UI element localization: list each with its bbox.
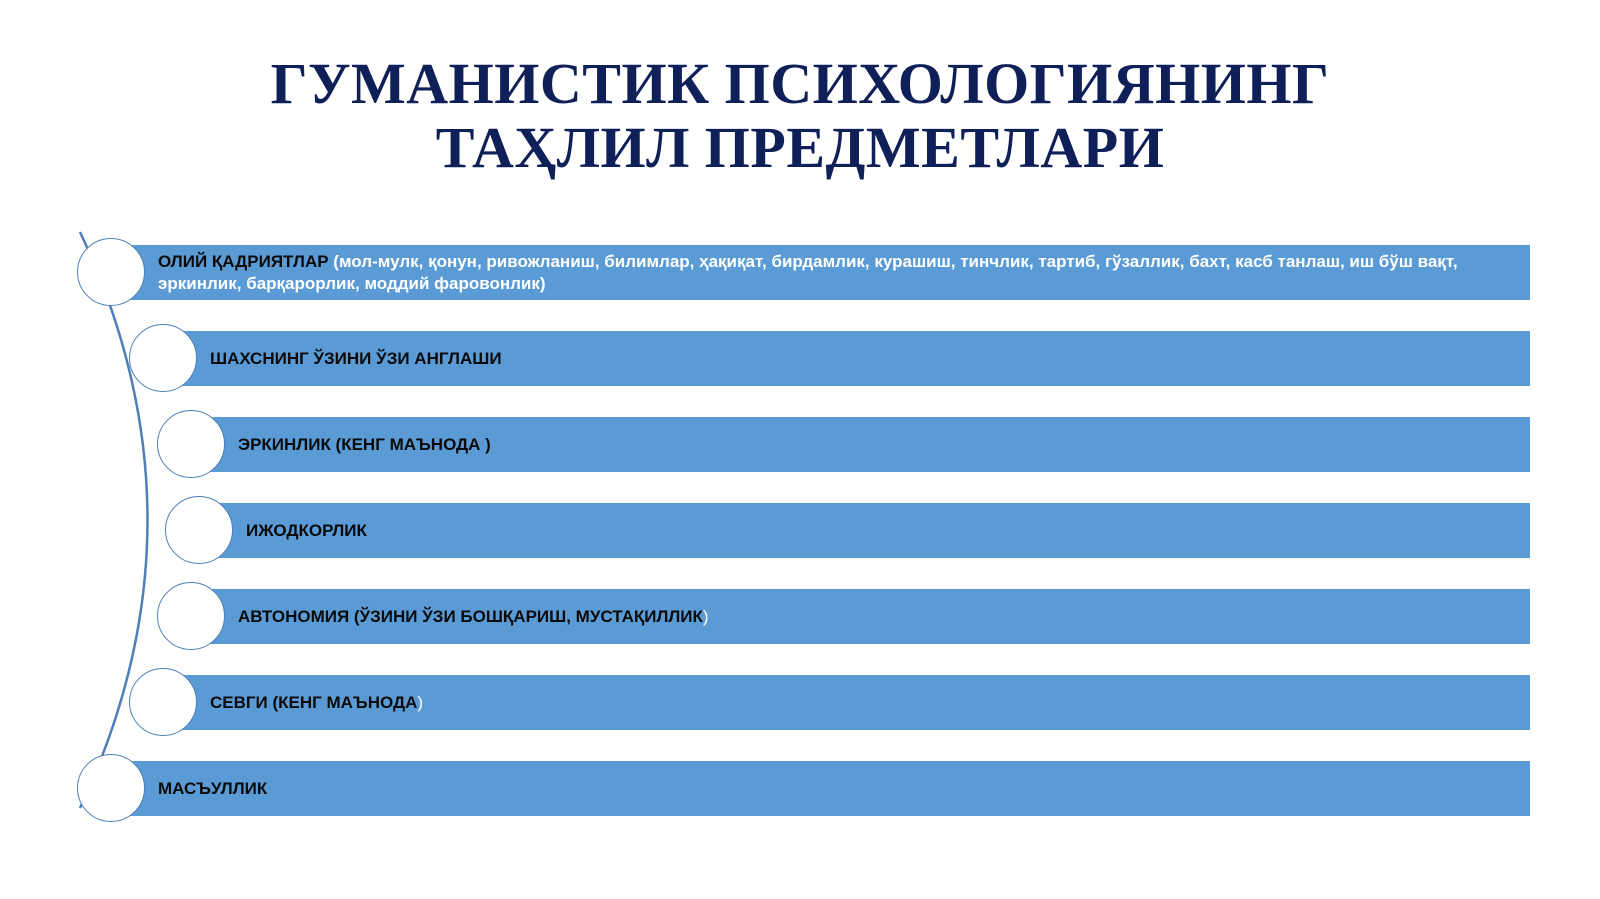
circle-node-icon bbox=[77, 238, 145, 306]
list-item-6 bbox=[164, 675, 1530, 730]
list-item-5-heading: АВТОНОМИЯ (ЎЗИНИ ЎЗИ БОШҚАРИШ, МУСТАҚИЛЛИК bbox=[238, 606, 703, 626]
list-item-2 bbox=[164, 331, 1530, 386]
list-item-5-tail: ) bbox=[702, 606, 709, 626]
circle-node-icon bbox=[77, 754, 145, 822]
circle-node-icon bbox=[165, 496, 233, 564]
list-item-6-text bbox=[210, 692, 423, 714]
circle-node-icon bbox=[157, 410, 225, 478]
list-item-3-text bbox=[238, 434, 491, 456]
list-item-6-tail: ) bbox=[417, 692, 424, 712]
title-line-1: ГУМАНИСТИК ПСИХОЛОГИЯНИНГ bbox=[270, 51, 1330, 116]
list-item-1-heading: ОЛИЙ ҚАДРИЯТЛАР bbox=[158, 251, 334, 271]
title-line-2: ТАҲЛИЛ ПРЕДМЕТЛАРИ bbox=[435, 115, 1165, 180]
list-item-7-heading: МАСЪУЛЛИК bbox=[158, 778, 268, 798]
list-item-6-heading: СЕВГИ (КЕНГ МАЪНОДА bbox=[210, 692, 418, 712]
list-item-2-text bbox=[210, 348, 502, 370]
circle-node-icon bbox=[157, 582, 225, 650]
list-item-4-heading: ИЖОДКОРЛИК bbox=[246, 520, 367, 540]
list-item-1-text bbox=[158, 251, 1500, 295]
circle-node-icon bbox=[129, 668, 197, 736]
list-item-4-text bbox=[246, 520, 367, 542]
list-item-7-text bbox=[158, 778, 267, 800]
list-item-5 bbox=[192, 589, 1530, 644]
list-item-1 bbox=[112, 245, 1530, 300]
list-item-3-heading: ЭРКИНЛИК (КЕНГ МАЪНОДА ) bbox=[238, 434, 491, 454]
list-item-3 bbox=[192, 417, 1530, 472]
list-item-7 bbox=[112, 761, 1530, 816]
circle-node-icon bbox=[129, 324, 197, 392]
list-item-1-detail: (мол-мулк, қонун, ривожланиш, билимлар, ҳақиқат, бирдамлик, курашиш, тинчлик, тартиб, гўзаллик, бахт, касб танлаш, иш бўш вақт, эркинлик, барқарорлик, моддий фаровонлик) bbox=[158, 251, 1458, 293]
list-item-4 bbox=[200, 503, 1530, 558]
list-item-2-heading: ШАХСНИНГ ЎЗИНИ ЎЗИ АНГЛАШИ bbox=[210, 348, 502, 368]
list-item-5-text bbox=[238, 606, 709, 628]
